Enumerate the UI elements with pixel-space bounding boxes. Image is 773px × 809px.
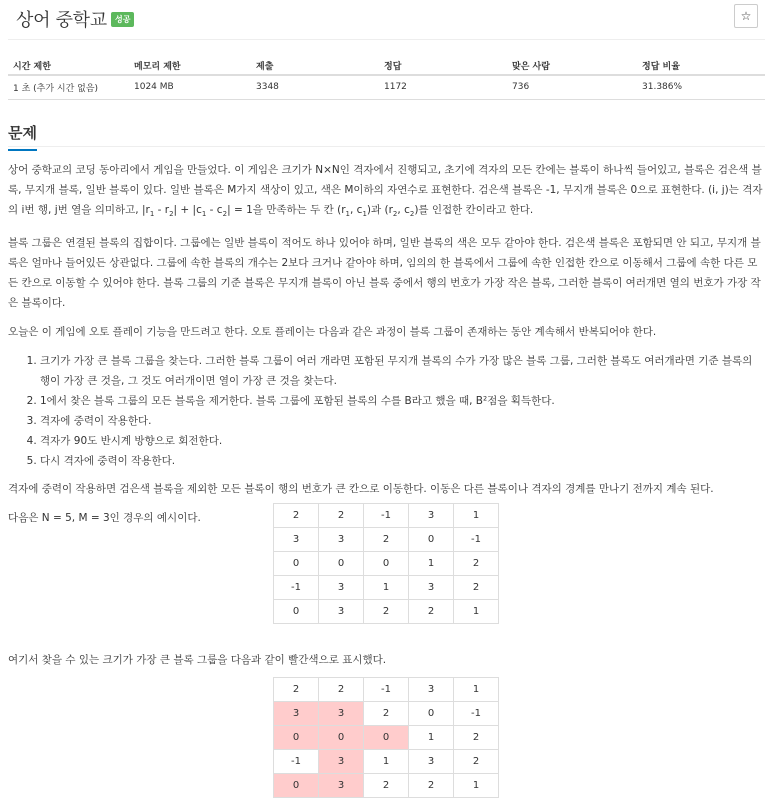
- title-row: [8, 0, 765, 40]
- grid-cell-highlighted: 0: [274, 726, 319, 750]
- grid-cell: 3: [409, 678, 454, 702]
- grid-cell: 1: [409, 552, 454, 576]
- info-header-row: [8, 56, 765, 75]
- grid-cell: 0: [274, 552, 319, 576]
- paragraph-largest-group: 여기서 찾을 수 있는 크기가 가장 큰 블록 그룹을 다음과 같이 빨간색으로 표시했다.: [8, 654, 387, 666]
- paragraph-example: 다음은 N = 5, M = 3인 경우의 예시이다.: [8, 512, 201, 525]
- info-time-limit: 1 초 (추가 시간 없음): [8, 75, 129, 99]
- grid-cell: 0: [409, 702, 454, 726]
- grid-cell: 0: [409, 528, 454, 552]
- grid-cell: -1: [274, 576, 319, 600]
- grid-row: [274, 750, 499, 774]
- grid-cell: 2: [454, 576, 499, 600]
- star-button[interactable]: [734, 4, 758, 28]
- grid-cell: 1: [454, 504, 499, 528]
- grid-row: [274, 702, 499, 726]
- grid-cell-highlighted: 0: [319, 726, 364, 750]
- grid-cell: 2: [409, 600, 454, 624]
- grid-cell: 2: [319, 678, 364, 702]
- grid-row: [274, 576, 499, 600]
- grid-cell: 2: [319, 504, 364, 528]
- info-accepted: 1172: [379, 75, 507, 99]
- paragraph-intro: 상어 중학교의 코딩 동아리에서 게임을 만들었다. 이 게임은 크기가 N×N인 격자에서 진행되고, 초기에 격자의 모든 칸에는 블록이 하나씩 들어있고, 블록은 검은색 블록, 무지개 블록, 일반 블록이 있다. 일반 블록은 M가지 색상이 있고, 색은 M이하의 자연수로 표현한다. 검은색 블록은 -1, 무지개 블록은 0으로 표현한다. (i, j)는 격자의 i번 행, j번 열을 의미하고, $|r_1 - r_2| + |c_1 - c_2| = 1$을 만족하는 두 칸 ($r_1$, $c_1$)과 ($r_2$, $c_2$)를 인접한 칸이라고 한다.: [8, 164, 763, 219]
- section-header: [8, 122, 765, 151]
- step-item: 5. 다시 격자에 중력이 작용한다.: [40, 451, 765, 471]
- info-submissions: 3348: [251, 75, 379, 99]
- status-badge: 성공: [111, 12, 134, 27]
- grid-cell: 2: [454, 552, 499, 576]
- info-header-memory-limit: 메모리 제한: [129, 56, 251, 75]
- grid-cell: 2: [454, 726, 499, 750]
- problem-description-2: [8, 650, 765, 679]
- grid-cell: 3: [409, 504, 454, 528]
- grid-cell: 2: [274, 678, 319, 702]
- grid-cell: 1: [454, 600, 499, 624]
- grid-cell: -1: [364, 504, 409, 528]
- grid-cell: 1: [409, 726, 454, 750]
- grid-cell: 3: [319, 528, 364, 552]
- problem-info-table: [8, 56, 765, 100]
- highlighted-grid: [273, 677, 499, 798]
- grid-cell: 2: [274, 504, 319, 528]
- step-item: 1. 크기가 가장 큰 블록 그룹을 찾는다. 그러한 블록 그룹이 여러 개라면 포함된 무지개 블록의 수가 가장 많은 블록 그룹, 그러한 블록도 여러개라면 기준 블록의 행이 가장 큰 것을, 그 것도 여러개이면 열이 가장 큰 것을 찾는다.: [40, 351, 765, 391]
- star-icon: ☆: [740, 9, 752, 23]
- grid-cell: 2: [364, 600, 409, 624]
- paragraph-block-group: 블록 그룹은 연결된 블록의 집합이다. 그룹에는 일반 블록이 적어도 하나 있어야 하며, 일반 블록의 색은 모두 같아야 한다. 검은색 블록은 포함되면 안 되고, 무지개 블록은 얼마나 들어있든 상관없다. 그룹에 속한 블록의 개수는 2보다 크거나 같아야 하며, 임의의 한 블록에서 그룹에 속한 인접한 칸으로 이동해서 그룹에 속한 다른 모든 칸으로 이동할 수 있어야 한다. 블록 그룹의 기준 블록은 무지개 블록이 아닌 블록 중에서 행의 번호가 가장 작은 블록, 그러한 블록이 여러개면 열의 번호가 가장 작은 블록이다.: [8, 237, 761, 310]
- grid-cell-highlighted: 0: [364, 726, 409, 750]
- grid-cell: 1: [364, 750, 409, 774]
- step-list: [40, 351, 765, 471]
- info-memory-limit: 1024 MB: [129, 75, 251, 99]
- section-divider: [8, 146, 765, 147]
- section-title: 문제: [8, 122, 37, 151]
- paragraph-gravity: 격자에 중력이 작용하면 검은색 블록을 제외한 모든 블록이 행의 번호가 큰 칸으로 이동한다. 이동은 다른 블록이나 격자의 경계를 만나기 전까지 계속 된다.: [8, 483, 714, 496]
- grid-row: [274, 774, 499, 798]
- grid-cell: 3: [409, 576, 454, 600]
- example-grid: [273, 503, 499, 624]
- grid-cell: 3: [409, 750, 454, 774]
- grid-row: [274, 528, 499, 552]
- grid-cell: 0: [364, 552, 409, 576]
- paragraph-autoplay: 오늘은 이 게임에 오토 플레이 기능을 만드려고 한다. 오토 플레이는 다음과 같은 과정이 블록 그룹이 존재하는 동안 계속해서 반복되어야 한다.: [8, 326, 657, 339]
- grid-row: [274, 678, 499, 702]
- grid-cell: -1: [454, 702, 499, 726]
- info-header-submissions: 제출: [251, 56, 379, 75]
- grid-row: [274, 504, 499, 528]
- grid-cell-highlighted: 3: [319, 702, 364, 726]
- step-item: 4. 격자가 90도 반시계 방향으로 회전한다.: [40, 431, 765, 451]
- grid-cell: 1: [454, 774, 499, 798]
- grid-cell: -1: [364, 678, 409, 702]
- grid-cell: 2: [409, 774, 454, 798]
- grid-cell-highlighted: 0: [274, 774, 319, 798]
- grid-row: [274, 600, 499, 624]
- grid-cell: -1: [454, 528, 499, 552]
- grid-cell: 0: [319, 552, 364, 576]
- grid-cell-highlighted: 3: [319, 774, 364, 798]
- page-title: 상어 중학교: [16, 10, 107, 31]
- grid-row: [274, 726, 499, 750]
- grid-cell: 2: [454, 750, 499, 774]
- grid-cell: 1: [364, 576, 409, 600]
- grid-cell: 2: [364, 702, 409, 726]
- grid-row: [274, 552, 499, 576]
- info-header-time-limit: 시간 제한: [8, 56, 129, 75]
- divider: [8, 39, 765, 40]
- problem-description: [8, 160, 765, 537]
- info-header-accepted: 정답: [379, 56, 507, 75]
- grid-cell: 3: [274, 528, 319, 552]
- step-item: 2. 1에서 찾은 블록 그룹의 모든 블록을 제거한다. 블록 그룹에 포함된 블록의 수를 B라고 했을 때, B²점을 획득한다.: [40, 391, 765, 411]
- info-value-row: [8, 75, 765, 99]
- grid-cell: 1: [454, 678, 499, 702]
- grid-cell-highlighted: 3: [319, 750, 364, 774]
- grid-cell: 3: [319, 576, 364, 600]
- step-item: 3. 격자에 중력이 작용한다.: [40, 411, 765, 431]
- grid-cell-highlighted: 3: [274, 702, 319, 726]
- grid-cell: 3: [319, 600, 364, 624]
- grid-cell: -1: [274, 750, 319, 774]
- info-ratio: 31.386%: [637, 75, 765, 99]
- info-solvers: 736: [507, 75, 637, 99]
- grid-cell: 0: [274, 600, 319, 624]
- grid-cell: 2: [364, 528, 409, 552]
- info-header-solvers: 맞은 사람: [507, 56, 637, 75]
- grid-cell: 2: [364, 774, 409, 798]
- info-header-ratio: 정답 비율: [637, 56, 765, 75]
